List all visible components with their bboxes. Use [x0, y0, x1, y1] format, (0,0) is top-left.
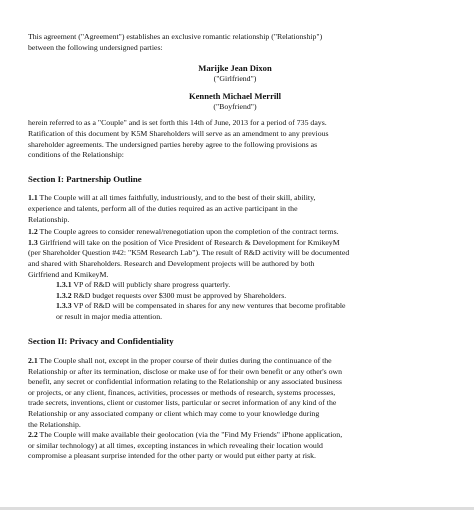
clause-line: or projects, or any client, finances, activities, processes or methods of research, systems processes, — [28, 387, 336, 397]
clause-text: The Couple will make available their geolocation (via the "Find My Friends" iPhone application, — [37, 430, 343, 440]
clause-number: 1.3 — [28, 237, 38, 247]
clause-line — [56, 301, 442, 312]
clause-line: (per Shareholder Question #42: "K5M Research Lab"). The result of R&D activity will be documented — [28, 248, 350, 258]
clause-line — [28, 227, 442, 238]
clause-1-3-2 — [28, 291, 442, 302]
clause-line — [28, 193, 442, 204]
clause-1-1 — [28, 193, 442, 225]
clause-text: Girlfriend will take on the position of Vice President of Research & Development for KmikeyM — [37, 237, 340, 247]
clause-line: benefit, any secret or confidential information relating to the Relationship or any associated business — [28, 377, 342, 387]
party-role: ("Boyfriend") — [213, 101, 257, 111]
section-heading: Section II: Privacy and Confidentiality — [28, 336, 174, 347]
clause-number: 2.1 — [28, 356, 38, 366]
clause-number: 2.2 — [28, 430, 38, 440]
clause-1-3 — [28, 238, 442, 280]
clause-2-2 — [28, 430, 442, 462]
clause-line: the Relationship. — [28, 419, 81, 429]
preamble-line: Ratification of this document by K5M Shareholders will serve as an amendment to any previous — [28, 128, 329, 138]
clause-line: or similar technology) at all times, excepting instances in which revealing their location would — [28, 440, 323, 450]
clause-number: 1.3.2 — [56, 290, 72, 300]
clause-line: trade secrets, inventions, client or customer lists, particular or secret information of any kind of the — [28, 398, 337, 408]
clause-line: and shared with Shareholders. Research and Development projects will be authored by both — [28, 258, 315, 268]
clause-line: or result in major media attention. — [56, 311, 163, 321]
clause-number: 1.3.3 — [56, 301, 72, 311]
clause-text: The Couple agrees to consider renewal/renegotiation upon the completion of the contract terms. — [37, 227, 339, 237]
clause-line: compromise a pleasant surprise intended for the other party or would put either party at risk. — [28, 451, 316, 461]
party-boyfriend — [28, 91, 442, 113]
clause-line — [56, 280, 442, 291]
party-name: Marijke Jean Dixon — [198, 63, 272, 74]
intro-line: This agreement ("Agreement") establishes an exclusive romantic relationship ("Relationship") — [28, 32, 323, 41]
clause-text: VP of R&D will publicly share progress quarterly. — [71, 280, 231, 290]
clause-text: R&D budget requests over $300 must be approved by Shareholders. — [71, 290, 287, 300]
party-name: Kenneth Michael Merrill — [188, 90, 282, 101]
clause-line — [28, 238, 442, 249]
clause-text: The Couple shall not, except in the proper course of their duties during the continuance of the — [37, 356, 332, 366]
agreement-document — [28, 32, 442, 462]
clause-line: Relationship. — [28, 214, 70, 224]
section-heading: Section I: Partnership Outline — [28, 173, 142, 184]
clause-1-2 — [28, 227, 442, 238]
clause-1-3-3 — [28, 301, 442, 322]
intro-line: between the following undersigned parties: — [28, 42, 163, 52]
preamble-paragraph — [28, 118, 442, 160]
clause-number: 1.1 — [28, 193, 38, 203]
preamble-line: shareholder agreements. The undersigned parties hereby agree to the following provisions as — [28, 139, 318, 149]
preamble-line: herein referred to as a "Couple" and is set forth this 14th of June, 2013 for a period of 735 days. — [28, 118, 327, 128]
clause-text: The Couple will at all times faithfully, industriously, and to the best of their skill, ability, — [37, 193, 316, 203]
clause-line — [56, 291, 442, 302]
intro-paragraph — [28, 32, 442, 53]
clause-line — [28, 356, 442, 367]
clause-text: VP of R&D will be compensated in shares for any new ventures that become profitable — [71, 301, 346, 311]
clause-number: 1.2 — [28, 227, 38, 237]
party-role: ("Girlfriend") — [213, 74, 257, 84]
clause-number: 1.3.1 — [56, 280, 72, 290]
clause-line: Girlfriend and KmikeyM. — [28, 269, 109, 279]
clause-line: experience and talents, perform all of the duties required as an active participant in the — [28, 203, 298, 213]
clause-line: Relationship or any associated company or client which may come to your knowledge during — [28, 409, 320, 419]
clause-line: Relationship or after its termination, disclose or make use of for their own benefit or any other's own — [28, 366, 343, 376]
preamble-line: conditions of the Relationship: — [28, 150, 124, 160]
clause-line — [28, 430, 442, 441]
party-girlfriend — [28, 63, 442, 85]
clause-1-3-1 — [28, 280, 442, 291]
clause-2-1 — [28, 356, 442, 430]
